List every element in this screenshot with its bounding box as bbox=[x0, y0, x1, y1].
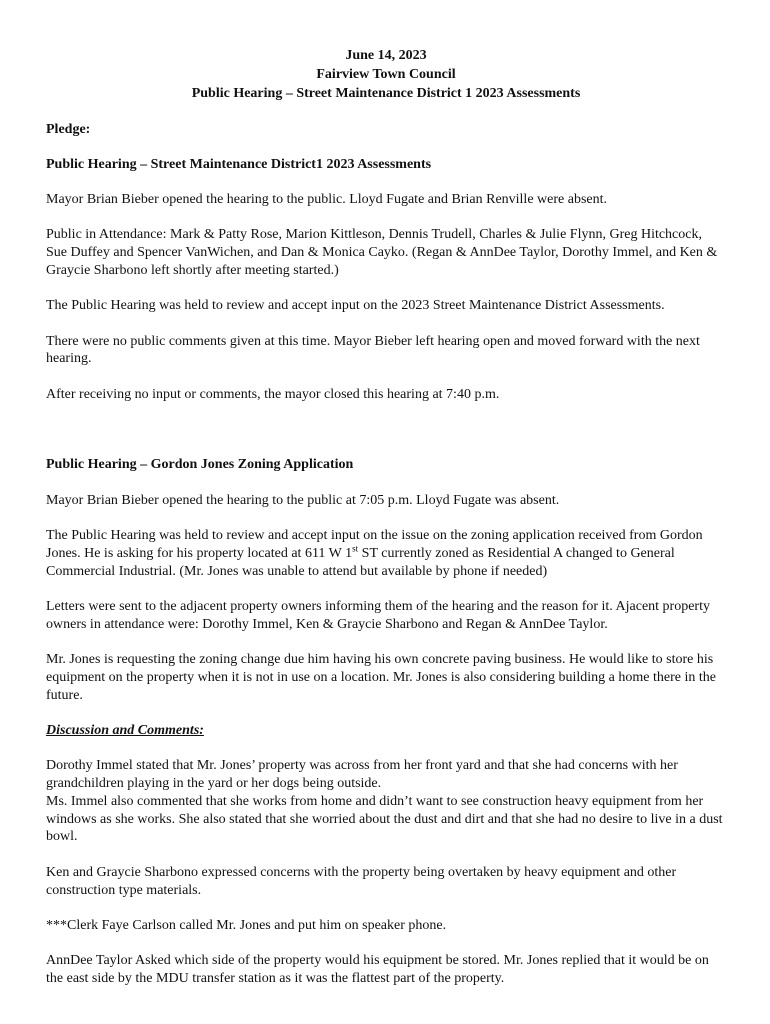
hearing2-heading: Public Hearing – Gordon Jones Zoning Application bbox=[46, 457, 354, 473]
pledge-heading: Pledge: bbox=[46, 121, 91, 137]
hearing2-purpose-text: The Public Hearing was held to review and accept input on the issue on the zoning application received from Gordon Jones. He is asking for his property located at 611 W 1 bbox=[46, 528, 703, 561]
hearing1-heading: Public Hearing – Street Maintenance District1 2023 Assessments bbox=[46, 156, 432, 172]
discussion-immel-2: Ms. Immel also commented that she works from home and didn’t want to see construction heavy equipment from her windows as she works. She also stated that she worried about the dust and dirt and that she had no desire to live in a dust bowl. bbox=[46, 793, 723, 845]
ordinal-suffix: st bbox=[352, 543, 359, 554]
discussion-sharbono: Ken and Graycie Sharbono expressed concerns with the property being overtaken by heavy equipment and other construction type materials. bbox=[46, 864, 677, 898]
discussion-taylor: AnnDee Taylor Asked which side of the property would his equipment be stored. Mr. Jones replied that it would be on the east side by the MDU transfer station as it was the flattest part of the property. bbox=[46, 953, 709, 986]
document-title: Public Hearing – Street Maintenance District 1 2023 Assessments bbox=[191, 86, 581, 101]
discussion-heading: Discussion and Comments: bbox=[46, 722, 204, 738]
hearing2-purpose bbox=[46, 527, 726, 580]
hearing1-attendance: Public in Attendance: Mark & Patty Rose, Marion Kittleson, Dennis Trudell, Charles & Julie Flynn, Greg Hitchcock, Sue Duffey and Spencer VanWichen, and Dan & Monica Cayko. (Regan & AnnDee Taylor, Dorothy Immel, and Ken & Graycie Sharbono left shortly after meeting started.) bbox=[46, 227, 718, 278]
hearing1-purpose: The Public Hearing was held to review and accept input on the 2023 Street Maintenance District Assessments. bbox=[46, 298, 665, 314]
hearing2-opened: Mayor Brian Bieber opened the hearing to the public at 7:05 p.m. Lloyd Fugate was absent. bbox=[46, 492, 560, 508]
hearing1-opened: Mayor Brian Bieber opened the hearing to the public. Lloyd Fugate and Brian Renville were absent. bbox=[46, 192, 608, 208]
hearing2-purpose-text-cont: ST currently zoned as Residential A changed to General Commercial Industrial. (Mr. Jones was unable to attend but available by phone if needed) bbox=[46, 545, 675, 579]
meeting-date: June 14, 2023 bbox=[345, 48, 427, 63]
document-header bbox=[46, 46, 726, 103]
hearing2-letters: Letters were sent to the adjacent property owners informing them of the hearing and the reason for it. Ajacent property owners in attendance were: Dorothy Immel, Ken & Graycie Sharbono and Regan & AnnDee Taylor. bbox=[46, 598, 710, 632]
council-name: Fairview Town Council bbox=[316, 67, 456, 82]
hearing1-closed: After receiving no input or comments, the mayor closed this hearing at 7:40 p.m. bbox=[46, 386, 500, 402]
discussion-clerk: ***Clerk Faye Carlson called Mr. Jones and put him on speaker phone. bbox=[46, 917, 447, 933]
discussion-immel-1: Dorothy Immel stated that Mr. Jones’ property was across from her front yard and that she had concerns with her grandchildren playing in the yard or her dogs being outside. bbox=[46, 758, 678, 792]
hearing2-request: Mr. Jones is requesting the zoning change due him having his own concrete paving business. He would like to store his equipment on the property when it is not in use on a location. Mr. Jones is also considering building a home there in the future. bbox=[46, 652, 716, 703]
hearing1-comments: There were no public comments given at this time. Mayor Bieber left hearing open and moved forward with the next hearing. bbox=[46, 333, 700, 367]
